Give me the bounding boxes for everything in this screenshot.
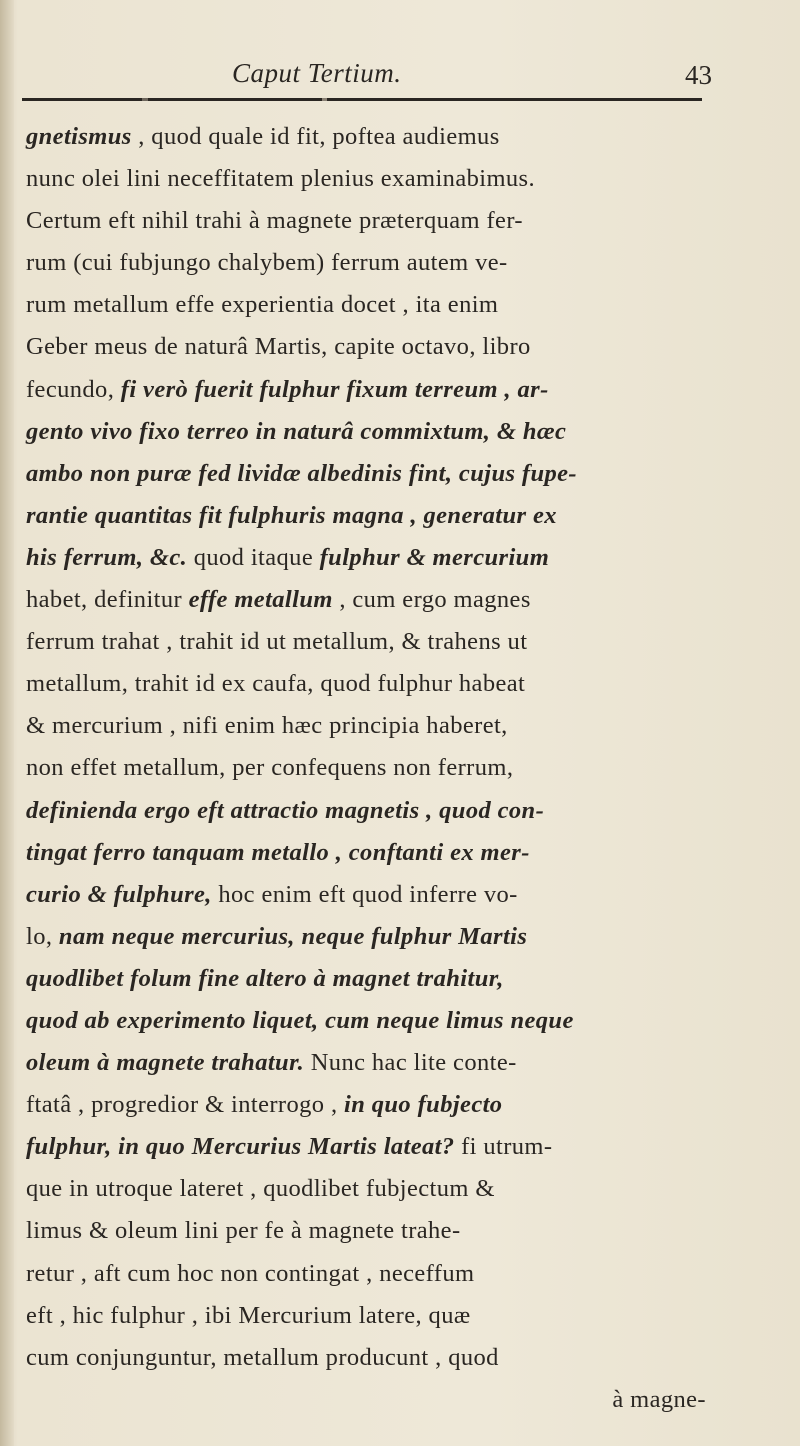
text-line <box>26 242 726 284</box>
text-line <box>26 916 726 958</box>
text-line <box>26 874 726 916</box>
roman-text: Geber meus de naturâ Martis, capite octavo, libro <box>26 333 531 361</box>
italic-text: fi verò fuerit fulphur fixum terreum , ar- <box>120 375 549 403</box>
roman-text: que in utroque lateret , quodlibet fubjectum & <box>26 1175 495 1203</box>
italic-text: rantie quantitas fit fulphuris magna , generatur ex <box>26 501 557 529</box>
roman-text: quod itaque <box>187 543 320 571</box>
roman-text: habet, definitur <box>26 586 189 614</box>
text-line <box>26 1253 726 1295</box>
italic-text: in quo fubjecto <box>344 1091 503 1119</box>
roman-text: lo, <box>26 922 59 950</box>
text-line <box>26 200 726 242</box>
text-line <box>26 1379 726 1421</box>
italic-text: fulphur & mercurium <box>319 543 550 571</box>
roman-text: fi utrum- <box>454 1133 553 1161</box>
body-text <box>26 116 726 1421</box>
text-line <box>26 453 726 495</box>
roman-text: non effet metallum, per confequens non ferrum, <box>26 754 514 782</box>
italic-text: fulphur, in quo Mercurius Martis lateat? <box>26 1133 455 1161</box>
text-line <box>26 958 726 1000</box>
roman-text: retur , aft cum hoc non contingat , neceffum <box>26 1259 475 1287</box>
text-line <box>26 537 726 579</box>
roman-text: fecundo, <box>26 375 121 403</box>
text-line <box>26 1084 726 1126</box>
text-line <box>26 1168 726 1210</box>
text-line <box>26 116 726 158</box>
roman-text: Nunc hac lite conte- <box>304 1049 517 1077</box>
italic-text: effe metallum <box>188 586 333 614</box>
roman-text: rum metallum effe experientia docet , ita enim <box>26 291 499 319</box>
italic-text: ambo non puræ fed lividæ albedinis fint, cujus fupe- <box>26 459 577 487</box>
roman-text: metallum, trahit id ex caufa, quod fulphur habeat <box>26 670 526 698</box>
text-line <box>26 369 726 411</box>
text-line <box>26 1295 726 1337</box>
text-line <box>26 284 726 326</box>
italic-text: gnetismus <box>26 123 132 150</box>
text-line <box>26 158 726 200</box>
text-line <box>26 1042 726 1084</box>
text-line <box>26 1337 726 1379</box>
italic-text: his ferrum, &c. <box>26 543 188 571</box>
roman-text: limus & oleum lini per fe à magnete trahe- <box>26 1217 461 1245</box>
roman-text: eft , hic fulphur , ibi Mercurium latere, quæ <box>26 1301 471 1329</box>
roman-text: ftatâ , progredior & interrogo , <box>26 1091 344 1119</box>
binding-gutter <box>0 0 14 1446</box>
roman-text: hoc enim eft quod inferre vo- <box>218 880 518 908</box>
text-line <box>26 1126 726 1168</box>
text-line <box>26 326 726 368</box>
italic-text: definienda ergo eft attractio magnetis , quod con- <box>26 796 545 824</box>
roman-text: nunc olei lini neceffitatem plenius examinabimus. <box>26 165 536 193</box>
italic-text: quod ab experimento liquet, cum neque limus neque <box>26 1006 574 1034</box>
roman-text: Certum eft nihil trahi à magnete præterquam fer- <box>26 207 523 235</box>
italic-text: oleum à magnete trahatur. <box>26 1049 305 1077</box>
italic-text: nam neque mercurius, neque fulphur Martis <box>58 922 528 950</box>
text-line <box>26 747 726 789</box>
italic-text: quodlibet folum fine altero à magnet trahitur, <box>26 964 504 992</box>
roman-text: à magne- <box>612 1385 706 1413</box>
page-number: 43 <box>685 60 712 90</box>
page-header <box>232 58 712 98</box>
text-line <box>26 621 726 663</box>
text-line <box>26 579 726 621</box>
roman-text: & mercurium , nifi enim hæc principia haberet, <box>26 712 508 740</box>
italic-text: tingat ferro tanquam metallo , conftanti ex mer- <box>26 838 530 866</box>
roman-text: ferrum trahat , trahit id ut metallum, & trahens ut <box>26 628 528 656</box>
text-line <box>26 832 726 874</box>
text-line <box>26 411 726 453</box>
text-line <box>26 1210 726 1252</box>
text-line <box>26 790 726 832</box>
roman-text: , quod quale id fit, poftea audiemus <box>131 123 500 150</box>
italic-text: gento vivo fixo terreo in naturâ commixtum, & hæc <box>26 417 567 445</box>
text-line <box>26 495 726 537</box>
roman-text: , cum ergo magnes <box>332 586 531 614</box>
text-line <box>26 705 726 747</box>
text-line <box>26 1000 726 1042</box>
text-line <box>26 663 726 705</box>
running-head: Caput Tertium. <box>232 58 402 88</box>
roman-text: rum (cui fubjungo chalybem) ferrum autem ve- <box>26 249 508 277</box>
roman-text: cum conjunguntur, metallum producunt , quod <box>26 1343 499 1371</box>
italic-text: curio & fulphure, <box>26 880 219 908</box>
header-rule <box>22 98 702 101</box>
